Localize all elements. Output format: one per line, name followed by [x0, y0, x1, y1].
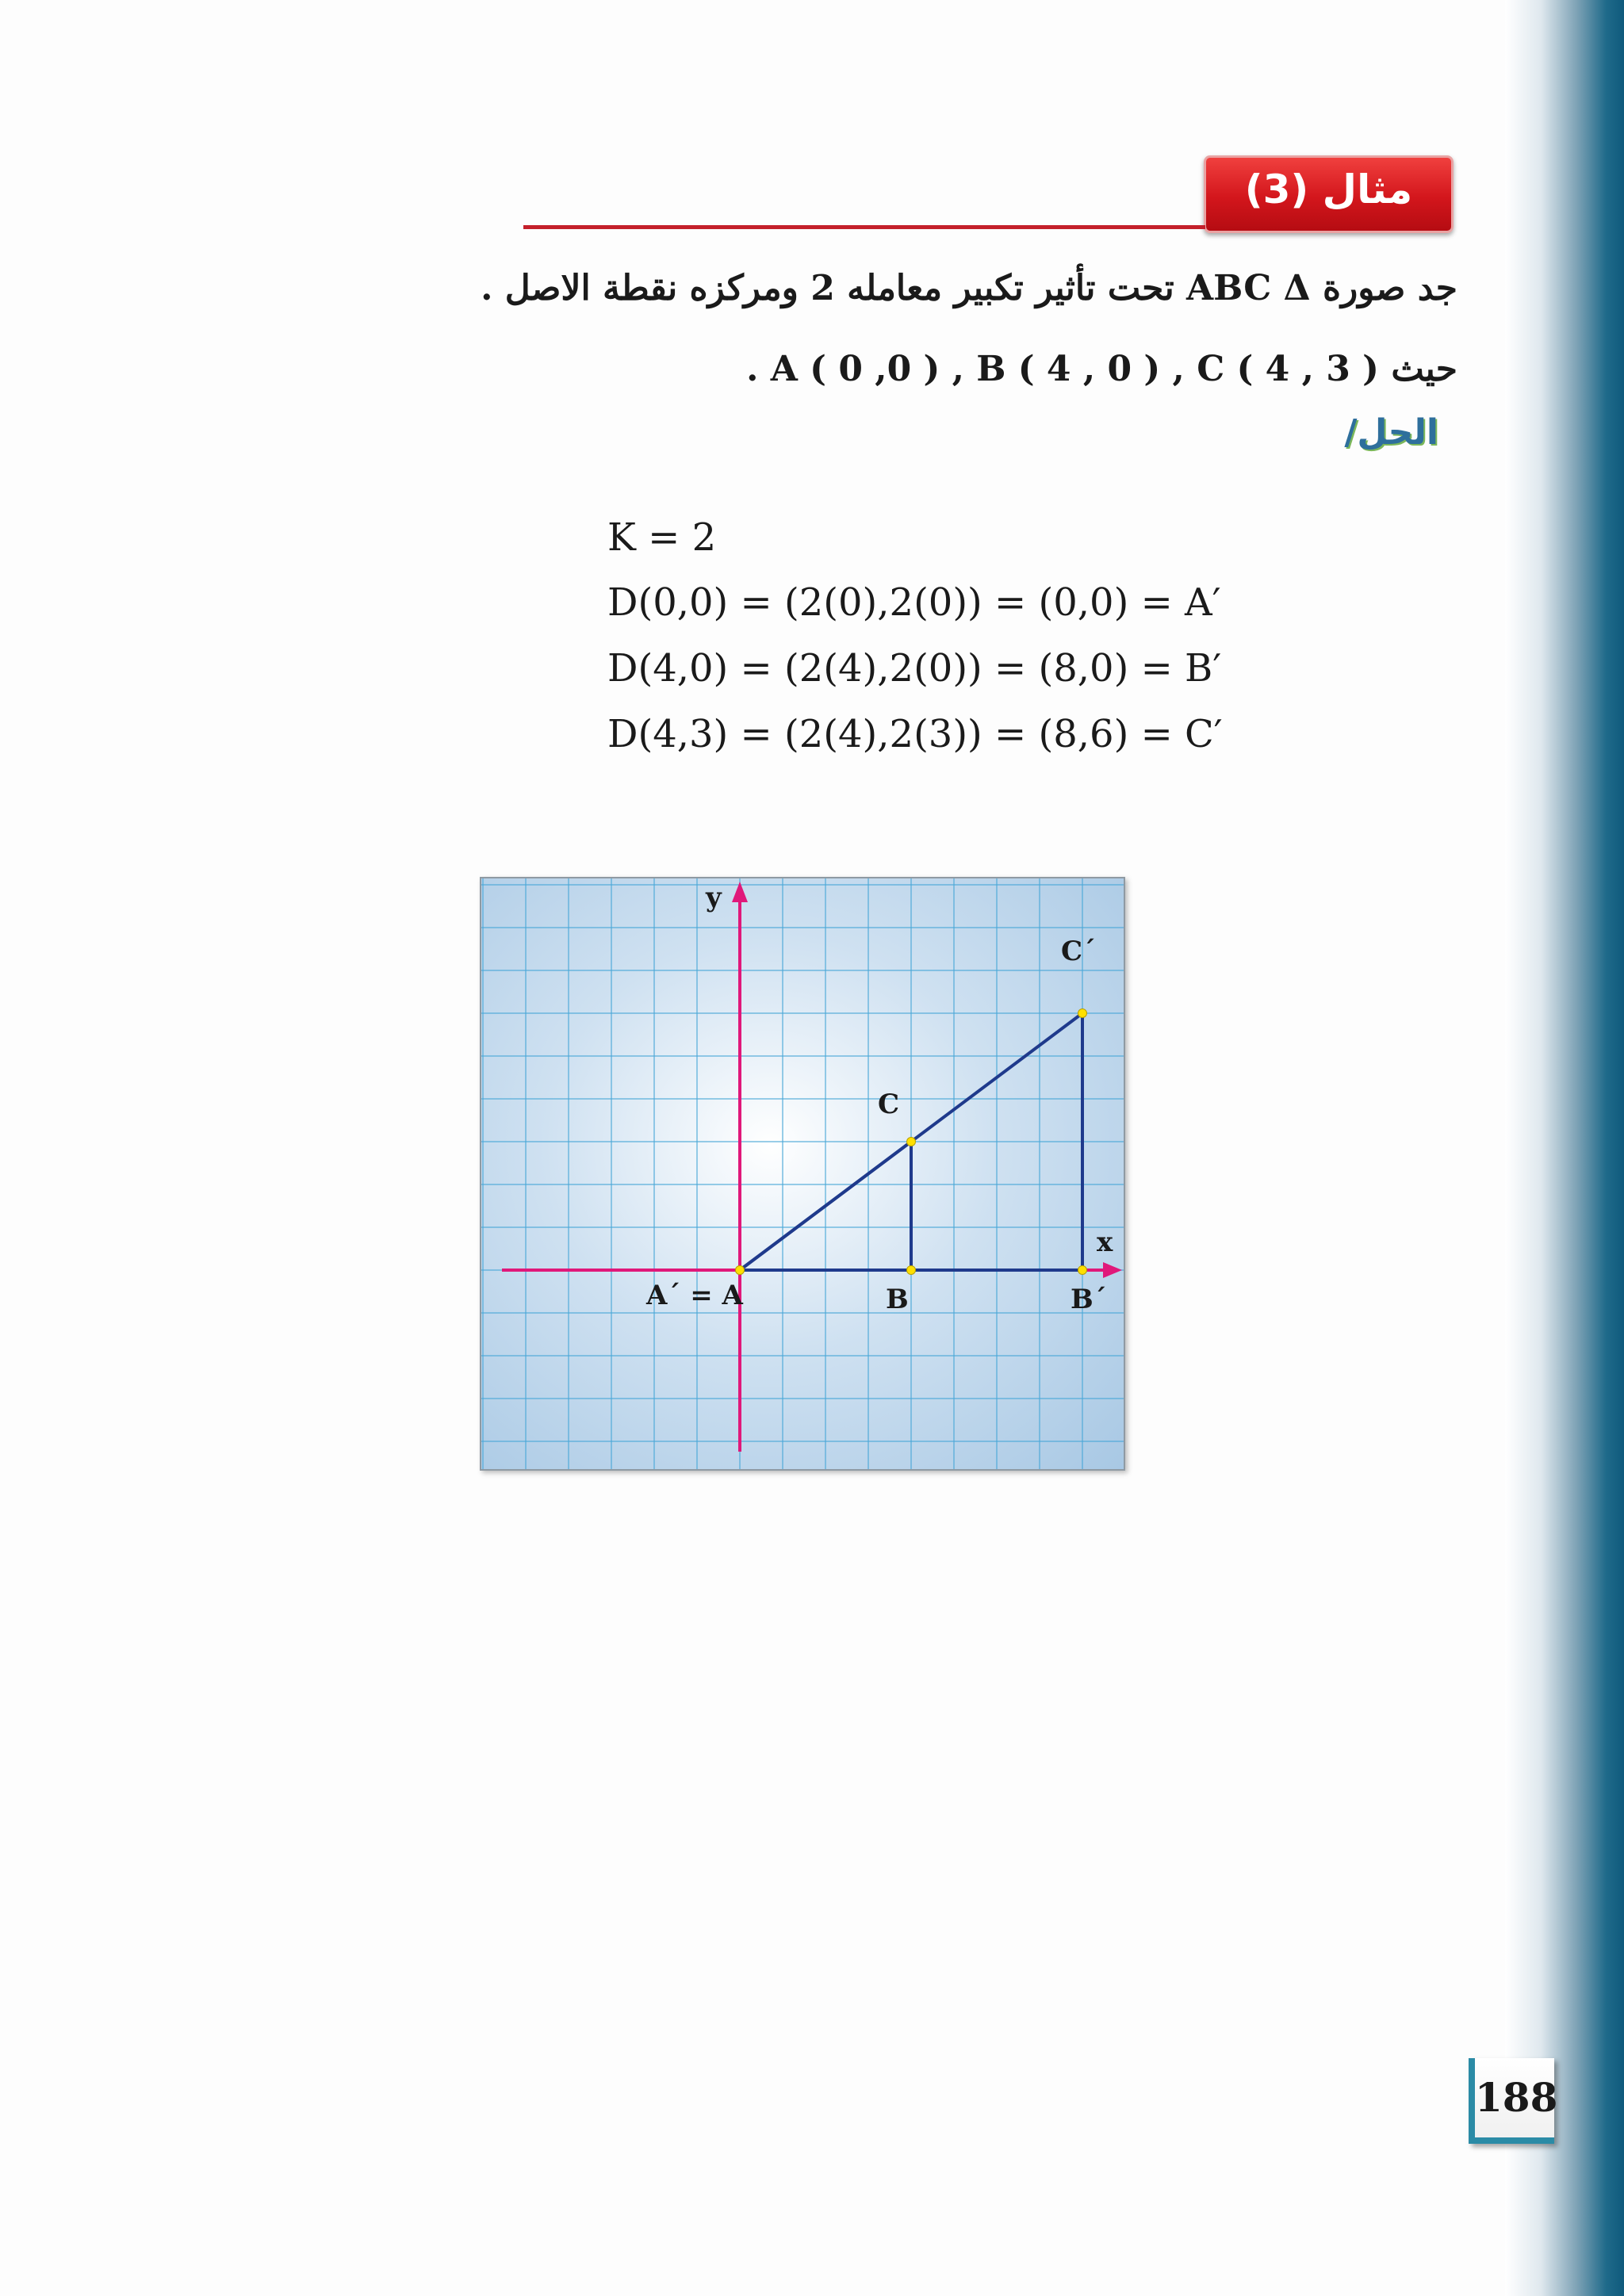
- solution-label: الحل/: [1344, 412, 1438, 453]
- label-b: B: [886, 1284, 909, 1315]
- point-c: [907, 1138, 916, 1146]
- solution-step-1: K = 2: [607, 515, 717, 560]
- graph-svg: [481, 878, 1124, 1469]
- label-b-prime: B´: [1071, 1284, 1107, 1315]
- header-rule: [523, 225, 1205, 229]
- problem-statement-line-2: حيث ( A ( 0 ,0 ) , B ( 4 , 0 ) , C ( 4 , 3 .: [746, 349, 1457, 389]
- label-a-prime-equals-a: A´ = A: [646, 1280, 743, 1311]
- point-b-prime: [1078, 1266, 1087, 1275]
- decorative-side-bar: [1505, 0, 1624, 2296]
- page-number: 188: [1469, 2058, 1554, 2144]
- axes: [502, 882, 1122, 1452]
- x-axis-label: x: [1097, 1226, 1113, 1258]
- problem-statement-line-1: جد صورة ABC Δ تحت تأثير تكبير معامله 2 ومركزه نقطة الاصل .: [481, 268, 1457, 308]
- example-tab-label: مثال (3): [1244, 166, 1413, 212]
- y-axis-label: y: [706, 882, 722, 913]
- solution-step-3: D(4,0) = (2(4),2(0)) = (8,0) = B′: [607, 646, 1222, 691]
- grid-lines: [481, 878, 1124, 1469]
- x-axis-arrow: [1103, 1262, 1122, 1278]
- point-c-prime: [1078, 1009, 1087, 1018]
- coordinate-graph: [480, 877, 1125, 1471]
- example-tab: [1204, 155, 1454, 233]
- point-a-prime: [736, 1266, 745, 1275]
- point-b: [907, 1266, 916, 1275]
- label-c-prime: C´: [1061, 936, 1097, 967]
- label-c: C: [878, 1089, 900, 1120]
- solution-step-2: D(0,0) = (2(0),2(0)) = (0,0) = A′: [607, 580, 1221, 625]
- solution-step-4: D(4,3) = (2(4),2(3)) = (8,6) = C′: [607, 712, 1223, 756]
